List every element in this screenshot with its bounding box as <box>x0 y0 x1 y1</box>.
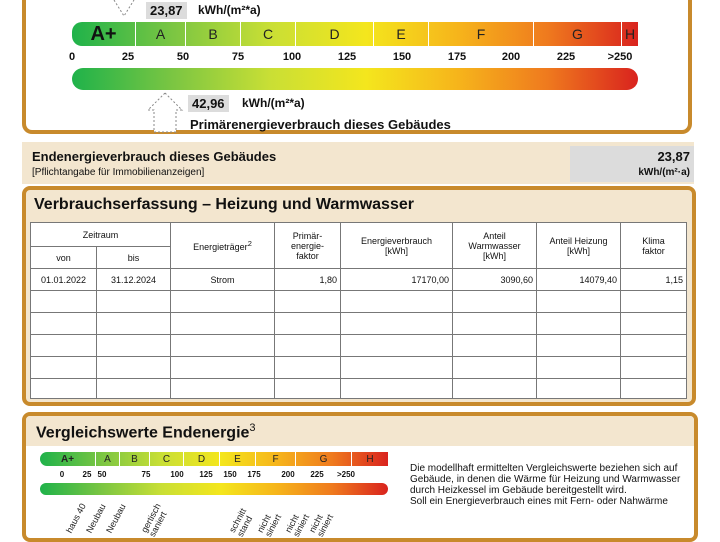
mini-class-g: G <box>296 452 352 466</box>
primary-energy-value: 42,96 <box>188 95 229 112</box>
end-energy-pointer-icon <box>112 0 136 20</box>
building-label: nicht siniert <box>307 512 336 539</box>
end-energy-scale-value: 23,87 <box>146 2 187 19</box>
building-label: Neubau <box>104 502 128 535</box>
tick: 200 <box>281 470 295 479</box>
consumption-title: Verbrauchserfassung – Heizung und Warmwasser <box>34 196 414 213</box>
primary-energy-unit: kWh/(m²*a) <box>242 96 305 110</box>
energy-scale-panel <box>22 0 692 134</box>
tick: 225 <box>310 470 324 479</box>
header-hot-water: Anteil Warmwasser [kWh] <box>453 223 537 269</box>
primary-energy-label: Primärenergieverbrauch dieses Gebäudes <box>190 117 451 132</box>
mini-class-f: F <box>256 452 296 466</box>
mini-class-h: H <box>366 453 374 465</box>
building-label: Neubau <box>84 502 108 535</box>
header-from: von <box>31 247 97 269</box>
class-e: E <box>374 22 429 46</box>
energy-gradient-bar <box>72 68 638 90</box>
header-carrier-sup: 2 <box>247 239 252 248</box>
end-energy-unit: kWh/(m²·a) <box>638 167 690 178</box>
header-heating: Anteil Heizung [kWh] <box>537 223 621 269</box>
header-carrier <box>171 223 275 269</box>
cell-to: 31.12.2024 <box>97 269 171 291</box>
header-primary-factor: Primär- energie- faktor <box>275 223 341 269</box>
table-row-empty <box>31 291 687 313</box>
mini-class-d: D <box>184 452 220 466</box>
header-consumption: Energieverbrauch [kWh] <box>341 223 453 269</box>
header-climate: Klima faktor <box>621 223 687 269</box>
comparison-ticks <box>40 470 388 480</box>
comparison-title-sup: 3 <box>249 422 256 434</box>
comparison-gradient-bar <box>40 483 388 495</box>
end-energy-scale-unit: kWh/(m²*a) <box>198 3 261 17</box>
cell-heating: 14079,40 <box>537 269 621 291</box>
tick: 50 <box>176 51 190 63</box>
cell-climate: 1,15 <box>621 269 687 291</box>
comparison-class-scale <box>40 452 388 466</box>
end-energy-title: Endenergieverbrauch dieses Gebäudes <box>32 149 277 164</box>
scale-ticks <box>68 51 638 65</box>
tick: 150 <box>392 51 412 63</box>
end-energy-row <box>22 142 694 184</box>
comparison-note: Die modellhaft ermittelten Vergleichswerte beziehen sich auf Gebäude, in denen die Wärme für Heizung und Warmwasser durch Heizkessel im Gebäude bereitgestellt wird. Soll ein Energieverbrauch eines mit Fern- oder Nahwärme <box>410 463 681 507</box>
class-b: B <box>186 22 241 46</box>
tick: 25 <box>121 51 135 63</box>
building-label: gertisch saniert <box>139 501 169 539</box>
mini-class-b: B <box>120 452 150 466</box>
table-row-empty <box>31 357 687 379</box>
class-g: G <box>534 22 622 46</box>
table-row-empty <box>31 379 687 399</box>
tick: 25 <box>82 470 92 479</box>
primary-energy-pointer-icon <box>146 92 184 134</box>
comparison-title-text: Vergleichswerte Endenergie <box>36 424 250 442</box>
header-carrier-text: Energieträger <box>193 242 248 252</box>
consumption-panel <box>22 186 696 406</box>
class-f: F <box>429 22 534 46</box>
class-c: C <box>241 22 296 46</box>
cell-carrier: Strom <box>171 269 275 291</box>
class-a-plus: A+ <box>72 22 136 46</box>
tick: 100 <box>170 470 184 479</box>
end-energy-subtitle: [Pflichtangabe für Immobilienanzeigen] <box>32 167 205 178</box>
table-row-empty <box>31 313 687 335</box>
comparison-title <box>36 422 256 442</box>
tick: 75 <box>231 51 245 63</box>
tick: 125 <box>337 51 357 63</box>
tick: 100 <box>282 51 302 63</box>
header-to: bis <box>97 247 171 269</box>
tick: 200 <box>501 51 521 63</box>
cell-hot-water: 3090,60 <box>453 269 537 291</box>
table-row-empty <box>31 335 687 357</box>
building-label: schnitt stand <box>227 506 255 539</box>
mini-class-e: E <box>220 452 256 466</box>
mini-class-a-plus: A+ <box>40 452 96 466</box>
tick: 75 <box>141 470 151 479</box>
consumption-table <box>30 222 687 399</box>
tick: 0 <box>68 51 76 63</box>
class-h: H <box>624 26 636 42</box>
tick: >250 <box>607 51 633 63</box>
class-d: D <box>296 22 374 46</box>
building-label: nicht siniert <box>283 512 312 539</box>
tick: 225 <box>556 51 576 63</box>
cell-consumption: 17170,00 <box>341 269 453 291</box>
tick: 175 <box>247 470 261 479</box>
energy-class-scale <box>72 22 638 46</box>
tick: 175 <box>447 51 467 63</box>
end-energy-value: 23,87 <box>657 149 690 164</box>
building-label: haus 40 <box>64 501 88 535</box>
cell-factor: 1,80 <box>275 269 341 291</box>
building-label: nicht siniert <box>255 512 284 539</box>
tick: 0 <box>59 470 65 479</box>
mini-class-a: A <box>96 452 120 466</box>
cell-from: 01.01.2022 <box>31 269 97 291</box>
end-energy-value-cell <box>570 146 694 182</box>
tick: 125 <box>199 470 213 479</box>
tick: 150 <box>223 470 237 479</box>
header-period: Zeitraum <box>31 223 171 247</box>
tick: >250 <box>336 470 356 479</box>
tick: 50 <box>97 470 107 479</box>
table-row <box>31 269 687 291</box>
mini-class-c: C <box>150 452 184 466</box>
class-a: A <box>136 22 186 46</box>
